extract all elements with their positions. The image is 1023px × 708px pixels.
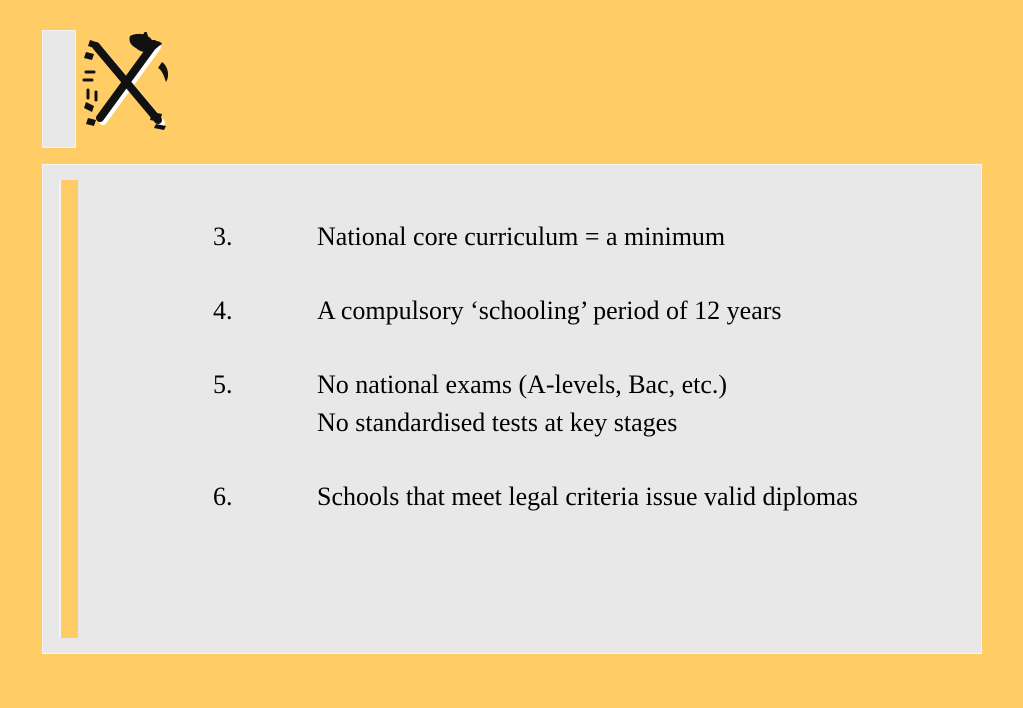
item-text: No standardised tests at key stages [317, 408, 678, 437]
list-item [213, 292, 858, 330]
flemish-lion-logo-icon [82, 32, 172, 132]
list-item [213, 478, 858, 516]
item-text: No national exams (A-levels, Bac, etc.) [317, 370, 728, 399]
bullet-list [213, 218, 858, 516]
item-text: National core curriculum = a minimum [317, 222, 726, 251]
list-item [213, 366, 858, 442]
item-number: 3. [213, 222, 233, 251]
item-text: A compulsory ‘schooling’ period of 12 years [317, 296, 782, 325]
list-item [213, 218, 858, 256]
item-text: Schools that meet legal criteria issue valid diplomas [317, 482, 858, 511]
accent-bar [59, 180, 78, 638]
item-number: 5. [213, 370, 233, 399]
item-number: 4. [213, 296, 233, 325]
item-number: 6. [213, 482, 233, 511]
logo-strip [42, 30, 76, 148]
